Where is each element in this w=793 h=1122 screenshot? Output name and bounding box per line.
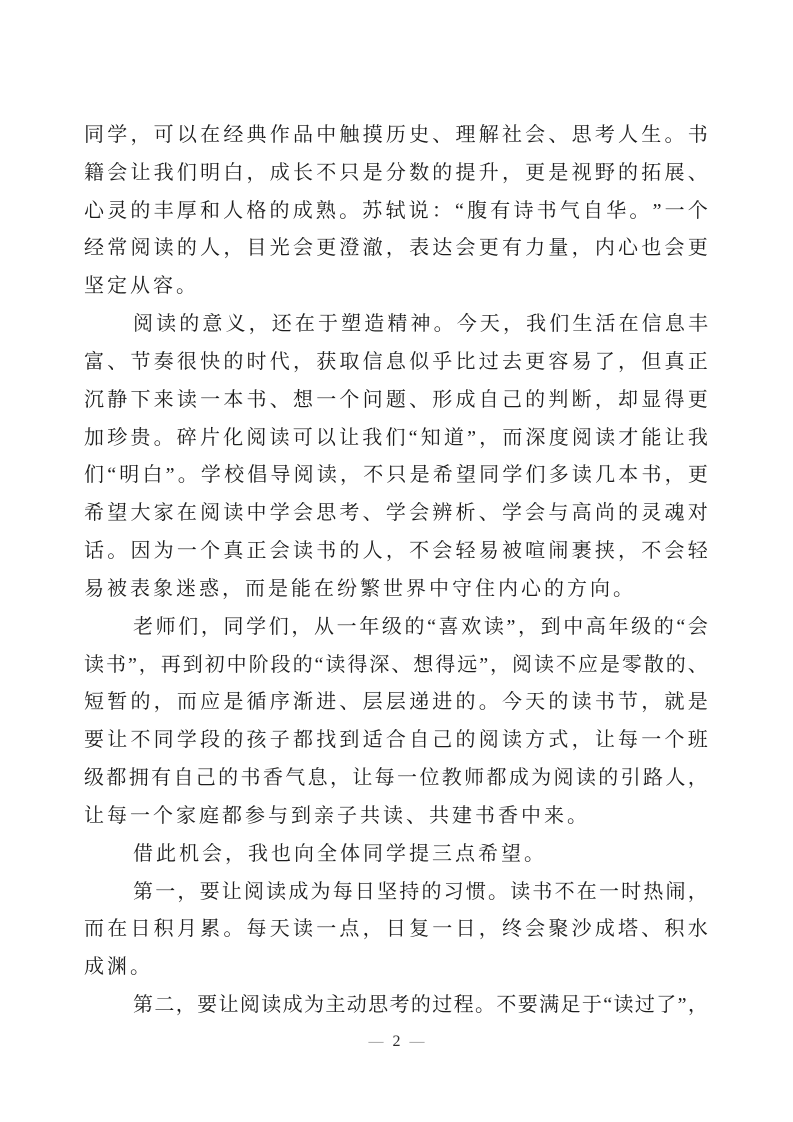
text-line: 加 珍 贵 。 碎 片 化 阅 读 可 以 让 我 们 “ 知 道 ” ， 而 深 度 阅 读 才 能 让 我 [84,426,708,449]
text-line: 要 让 不 同 学 段 的 孩 子 都 找 到 适 合 自 己 的 阅 读 方 式 ， 让 每 一 个 班 [84,729,708,752]
text-line: 读 书 ” ， 再 到 初 中 阶 段 的 “ 读 得 深 、 想 得 远 ” ， 阅 读 不 应 是 零 散 的 、 [84,653,708,676]
text-line: 级 都 拥 有 自 己 的 书 香 气 息 ， 让 每 一 位 教 师 都 成 为 阅 读 的 引 路 人 ， [84,767,708,790]
text-line: 易被表象迷惑，而是能在纷繁世界中守住内心的方向。 [84,577,636,600]
text-line: 话 。 因 为 一 个 真 正 会 读 书 的 人 ， 不 会 轻 易 被 喧 闹 裹 挟 ， 不 会 轻 [84,540,708,563]
text-line: 沉 静 下 来 读 一 本 书 、 想 一 个 问 题 、 形 成 自 己 的 判 断 ， 却 显 得 更 [84,388,708,411]
text-line: 第 一 ， 要 让 阅 读 成 为 每 日 坚 持 的 习 惯 。 读 书 不 在 一 时 热 闹 ， [133,880,708,903]
footer-dash-right: — [409,1033,425,1050]
text-line: 短 暂 的 ， 而 应 是 循 序 渐 进 、 层 层 递 进 的 。 今 天 的 读 书 节 ， 就 是 [84,691,708,714]
text-line: 让每一个家庭都参与到亲子共读、共建书香中来。 [84,804,590,827]
text-line: 心 灵 的 丰 厚 和 人 格 的 成 熟 。 苏 轼 说 ： “ 腹 有 诗 书 气 自 华 。 ” 一 个 [84,199,708,222]
text-line: 经 常 阅 读 的 人 ， 目 光 会 更 澄 澈 ， 表 达 会 更 有 力 量 ， 内 心 也 会 更 [84,237,708,260]
page-footer [0,1034,793,1050]
footer-dash-left: — [368,1033,384,1050]
page-number: 2 [392,1033,401,1050]
text-line: 富 、 节 奏 很 快 的 时 代 ， 获 取 信 息 似 乎 比 过 去 更 容 易 了 ， 但 真 正 [84,350,708,373]
text-line: 同 学 ， 可 以 在 经 典 作 品 中 触 摸 历 史 、 理 解 社 会 、 思 考 人 生 。 书 [84,124,708,146]
text-line: 希 望 大 家 在 阅 读 中 学 会 思 考 、 学 会 辨 析 、 学 会 与 高 尚 的 灵 魂 对 [84,502,708,525]
text-line: 借此机会，我也向全体同学提三点希望。 [133,842,547,865]
text-line: 阅 读 的 意 义 ， 还 在 于 塑 造 精 神 。 今 天 ， 我 们 生 活 在 信 息 丰 [133,313,708,336]
text-line: 而 在 日 积 月 累 。 每 天 读 一 点 ， 日 复 一 日 ， 终 会 聚 沙 成 塔 、 积 水 [84,918,708,941]
document-body [84,117,708,1025]
text-line: 第 二 ， 要 让 阅 读 成 为 主 动 思 考 的 过 程 。 不 要 满 足 于 “ 读 过 了 ” ， [133,994,708,1017]
text-line: 老 师 们 ， 同 学 们 ， 从 一 年 级 的 “ 喜 欢 读 ” ， 到 中 高 年 级 的 “ 会 [133,615,708,638]
text-line: 成渊。 [84,956,153,979]
text-line: 籍 会 让 我 们 明 白 ， 成 长 不 只 是 分 数 的 提 升 ， 更 是 视 野 的 拓 展 、 [84,161,708,184]
text-line: 坚定从容。 [84,275,199,298]
text-line: 们 “ 明 白 ” 。 学 校 倡 导 阅 读 ， 不 只 是 希 望 同 学 们 多 读 几 本 书 ， 更 [84,464,708,487]
